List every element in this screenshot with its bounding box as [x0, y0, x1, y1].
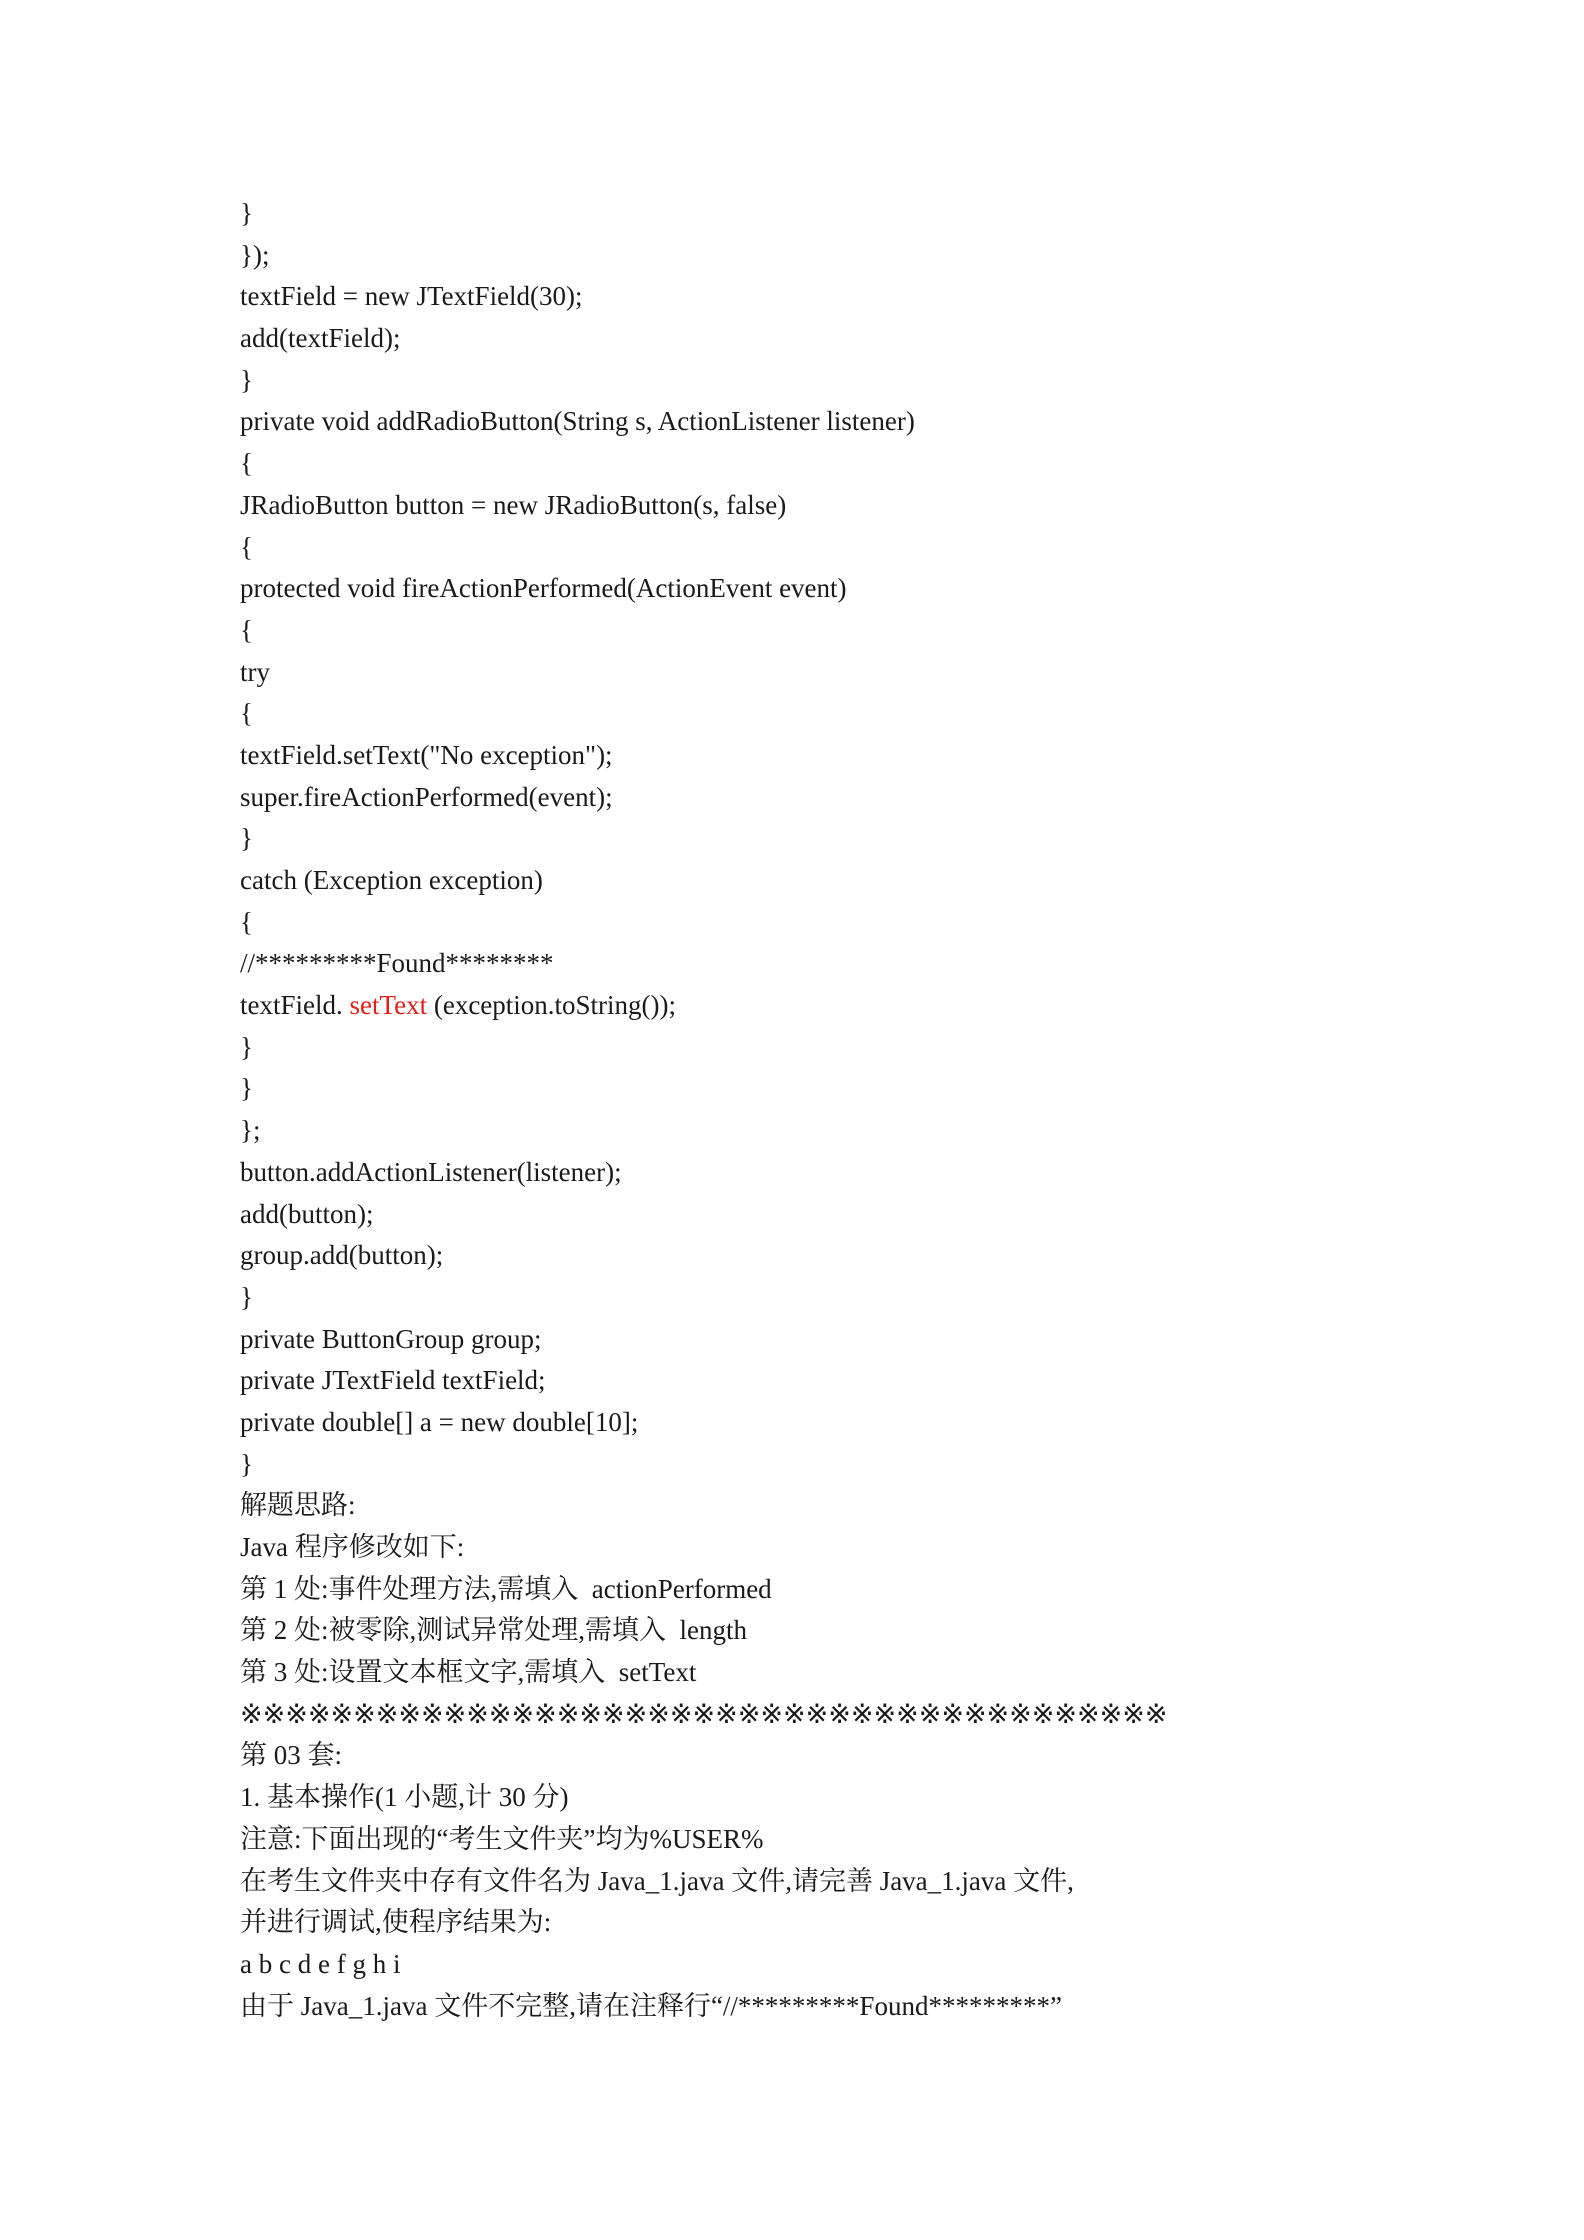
code-suffix: (exception.toString()); — [427, 990, 677, 1021]
solution-heading: 解题思路: — [240, 1490, 356, 1521]
code-line: textField.setText("No exception"); — [240, 739, 613, 770]
code-line: textField = new JTextField(30); — [240, 281, 583, 312]
code-line: } — [240, 364, 253, 395]
code-line: add(button); — [240, 1198, 374, 1229]
instruction-line: 由于 Java_1.java 文件不完整,请在注释行“//*********Found*********” — [240, 1990, 1062, 2021]
note-line: 注意:下面出现的“考生文件夹”均为%USER% — [240, 1823, 764, 1854]
code-line: } — [240, 1281, 253, 1312]
code-line: { — [240, 698, 253, 729]
found-marker-line: //*********Found******** — [240, 948, 554, 979]
code-line: protected void fireActionPerformed(ActionEvent event) — [240, 573, 847, 604]
code-line: } — [240, 1073, 253, 1104]
code-line: super.fireActionPerformed(event); — [240, 781, 613, 812]
code-line: { — [240, 448, 253, 479]
code-line: }); — [240, 239, 270, 270]
code-line: private JTextField textField; — [240, 1365, 546, 1396]
document-page — [240, 193, 1440, 2027]
code-line: JRadioButton button = new JRadioButton(s, false) — [240, 489, 787, 520]
solution-item: 第 2 处:被零除,测试异常处理,需填入 length — [240, 1615, 747, 1646]
code-line: try — [240, 656, 270, 687]
code-line: group.add(button); — [240, 1240, 444, 1271]
code-line: }; — [240, 1115, 261, 1146]
solution-item: 第 3 处:设置文本框文字,需填入 setText — [240, 1657, 697, 1688]
answer-highlight: setText — [349, 990, 428, 1021]
code-line: { — [240, 906, 253, 937]
code-line: button.addActionListener(listener); — [240, 1156, 622, 1187]
code-line: } — [240, 1031, 253, 1062]
code-line: catch (Exception exception) — [240, 865, 543, 895]
highlighted-code-line — [240, 985, 1440, 1027]
task-heading: 1. 基本操作(1 小题,计 30 分) — [240, 1782, 569, 1813]
code-line: private double[] a = new double[10]; — [240, 1406, 639, 1437]
code-line: add(textField); — [240, 323, 401, 354]
solution-intro: Java 程序修改如下: — [240, 1532, 465, 1562]
instruction-line: 并进行调试,使程序结果为: — [240, 1907, 552, 1938]
code-line: private void addRadioButton(String s, ActionListener listener) — [240, 406, 915, 437]
code-line: { — [240, 614, 253, 645]
separator-line: ※※※※※※※※※※※※※※※※※※※※※※※※※※※※※※※※※※※※※※※※※ — [240, 1698, 1168, 1729]
set-heading: 第 03 套: — [240, 1740, 343, 1771]
code-line: } — [240, 1448, 253, 1479]
code-line: } — [240, 198, 253, 228]
code-line: { — [240, 531, 253, 562]
code-prefix: textField. — [240, 990, 350, 1021]
expected-output: a b c d e f g h i — [240, 1948, 401, 1979]
solution-item: 第 1 处:事件处理方法,需填入 actionPerformed — [240, 1573, 772, 1604]
code-line: } — [240, 823, 253, 854]
code-line: private ButtonGroup group; — [240, 1323, 542, 1354]
instruction-line: 在考生文件夹中存有文件名为 Java_1.java 文件,请完善 Java_1.java 文件, — [240, 1865, 1074, 1896]
